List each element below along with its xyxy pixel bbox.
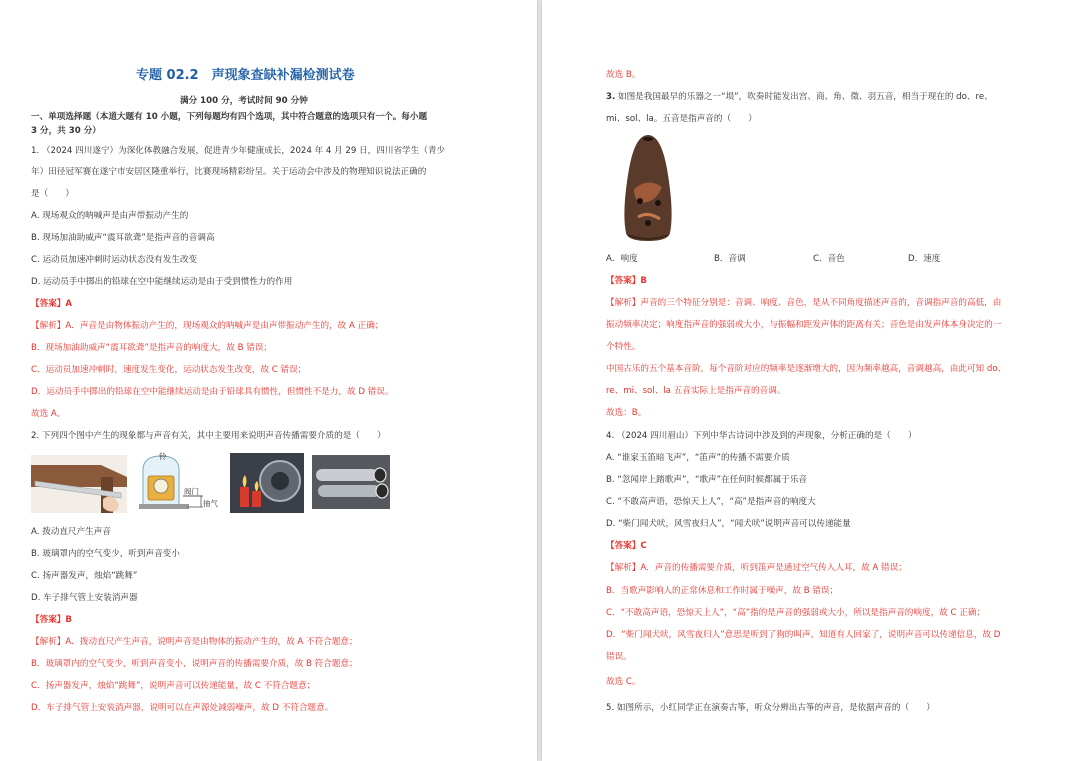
q4-analysis-c: C．“不敢高声语，恐惊天上人”，“高”指的是声音的强弱或大小，所以是指声音的响度，故 C 正确； [606,608,986,618]
q4-analysis-d-cont: 错误。 [606,652,632,662]
q3-option-b: B．音调 [714,254,746,264]
q3-option-d: D．速度 [908,254,941,264]
q1-analysis-a: 【解析】A．声音是由物体振动产生的，现场观众的呐喊声是由声带振动产生的，故 A 正确； [31,321,384,331]
section-heading-line2: 3 分，共 30 分） [31,126,101,136]
q1-stem-line3: 是（ ） [31,189,74,199]
q3-analysis-1: 【解析】声音的三个特征分别是：音调、响度、音色，是从不同角度描述声音的，音调指声音的高低，由 [606,298,1002,308]
q1-analysis-b: B．现场加油助威声“震耳欲聋”是指声音的响度大，故 B 错误； [31,343,273,353]
q3-answer: 【答案】B [606,276,647,286]
q2-figure-bell-jar [137,452,221,512]
q2-option-b: B. 玻璃罩内的空气变少，听到声音变小 [31,549,180,559]
q2-stem: 2. 下列四个图中产生的现象都与声音有关，其中主要用来说明声音传播需要介质的是（ ） [31,431,386,441]
q3-figure-xun [622,131,674,245]
q2-analysis-c: C．扬声器发声，烛焰“跳舞”，说明声音可以传递能量，故 C 不符合题意； [31,681,316,691]
q2-analysis-b: B．玻璃罩内的空气变少，听到声音变小，说明声音的传播需要介质，故 B 符合题意； [31,659,358,669]
q1-answer: 【答案】A [31,299,73,309]
q4-analysis-b: B．当歌声影响人的正常休息和工作时属于噪声，故 B 错误； [606,586,839,596]
q1-conclusion: 故选 A。 [31,409,66,419]
q1-option-c: C. 运动员加速冲刺时运动状态没有发生改变 [31,255,198,265]
q3-analysis-2: 振动频率决定；响度指声音的强弱或大小，与振幅和距发声体的距离有关；音色是由发声体本身决定的一 [606,320,1002,330]
q2-option-a: A. 拨动直尺产生声音 [31,527,111,537]
q3-analysis-4: 中国古乐的五个基本音阶，每个音阶对应的频率是逐渐增大的，因为频率越高，音调越高，由此可知 do、 [606,364,1007,374]
q2-figure-speaker-candle [230,453,304,513]
q1-option-b: B. 现场加油助威声“震耳欲聋”是指声音的音调高 [31,233,215,243]
q3-stem-text: 如图是我国最早的乐器之一“埙”，吹奏时能发出宫、商、角、徵、羽五音，相当于现在的 do、re、 [615,92,993,102]
right-page [542,0,1080,761]
prev-conclusion: 故选 B。 [606,70,641,80]
q1-analysis-c: C．运动员加速冲刺时，速度发生变化，运动状态发生改变，故 C 错误； [31,365,307,375]
q1-stem-line2: 年）田径冠军赛在遂宁市安居区隆重举行，比赛现场精彩纷呈。关于运动会中涉及的物理知识说法正确的 [31,167,427,177]
q2-answer: 【答案】B [31,615,72,625]
q4-answer: 【答案】C [606,541,647,551]
q2-analysis-d: D．车子排气管上安装消声器，说明可以在声源处减弱噪声，故 D 不符合题意。 [31,703,334,713]
q3-option-c: C．音色 [813,254,845,264]
q2-option-c: C. 扬声器发声，烛焰“跳舞” [31,571,138,581]
q2-label-bell: 铃 [159,452,167,461]
q4-option-d: D. “柴门闻犬吠，风雪夜归人”，“闻犬吠”说明声音可以传递能量 [606,519,851,529]
q3-analysis-5: re、mi、sol、la 五音实际上是指声音的音调。 [606,386,786,396]
exam-meta: 满分 100 分，考试时间 90 分钟 [180,96,308,106]
q1-stem-line1: 1. （2024 四川遂宁）为深化体教融合发展，促进青少年健康成长，2024 年 4 月 29 日，四川省学生（青少 [31,146,446,156]
q4-option-b: B. “忽闻岸上踏歌声”，“歌声”在任何时候都属于乐音 [606,475,808,485]
q3-stem-line1 [606,91,993,103]
q3-analysis-3: 个特性。 [606,342,641,352]
q4-option-c: C. “不敢高声语，恐惊天上人”，“高”是指声音的响度大 [606,497,816,507]
q3-conclusion: 故选：B。 [606,408,647,418]
q4-stem: 4. （2024 四川眉山）下列中华古诗词中涉及到的声现象，分析正确的是（ ） [606,431,917,441]
q2-figure-ruler [31,455,127,513]
q4-analysis-d: D．“柴门闻犬吠，风雪夜归人”意思是听到了狗的叫声，知道有人回家了，说明声音可以传递信息，故 D [606,630,1001,640]
page-title: 专题 02.2 声现象查缺补漏检测试卷 [136,68,355,83]
section-heading-line1: 一、单项选择题（本道大题有 10 小题，下列每题均有四个选项，其中符合题意的选项只有一个。每小题 [31,112,428,122]
q4-conclusion: 故选 C。 [606,677,641,687]
q1-option-a: A. 现场观众的呐喊声是由声带振动产生的 [31,211,189,221]
q3-option-a: A．响度 [606,254,638,264]
q2-label-pump: 抽气 [203,499,218,508]
q2-analysis-a: 【解析】A．拨动直尺产生声音，说明声音是由物体的振动产生的，故 A 不符合题意； [31,637,358,647]
q1-option-d: D. 运动员手中掷出的铅球在空中能继续运动是由于受到惯性力的作用 [31,277,293,287]
q2-label-valve: 阀门 [184,487,199,496]
q3-number: 3. [606,92,616,102]
left-page [0,0,537,761]
q4-option-a: A. “谁家玉笛暗飞声”，“笛声”的传播不需要介质 [606,453,790,463]
q1-analysis-d: D．运动员手中掷出的铅球在空中能继续运动是由于铅球具有惯性，但惯性不是力，故 D 错误。 [31,387,394,397]
q3-stem-line2: mi、sol、la。五音是指声音的（ ） [606,114,757,124]
q2-option-d: D. 车子排气管上安装消声器 [31,593,138,603]
q5-stem: 5. 如图所示，小红同学正在演奏古筝，听众分辨出古筝的声音，是依据声音的（ ） [606,703,935,713]
q2-figure-muffler [312,455,390,509]
q4-analysis-a: 【解析】A．声音的传播需要介质，听到笛声是通过空气传入人耳，故 A 错误； [606,563,907,573]
